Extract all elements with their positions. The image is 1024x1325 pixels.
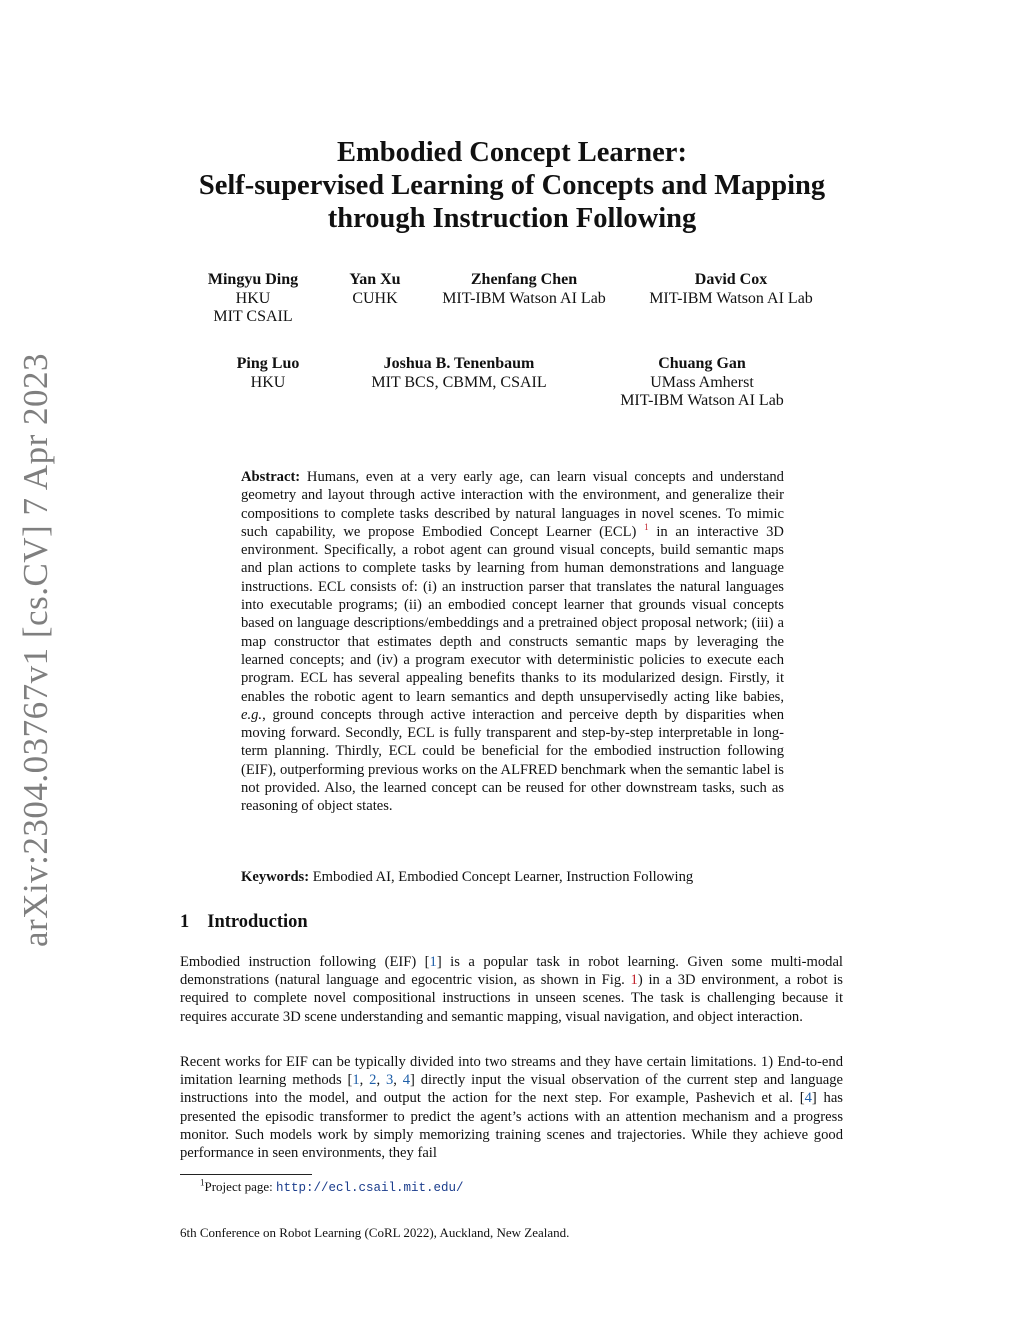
venue-note: 6th Conference on Robot Learning (CoRL 2022), Auckland, New Zealand. (180, 1225, 570, 1240)
abstract-label: Abstract: (241, 469, 301, 485)
citation-link[interactable]: 4 (402, 1072, 411, 1089)
para-sep: , (359, 1072, 370, 1089)
para-text: ) in a 3D environment, a robot is required to complete novel compositional instructions in unseen scenes. The task is challenging because it requires accurate 3D scene understanding and semantic mapping, visual navigation, and object interaction. (180, 972, 843, 1025)
section-heading (180, 912, 308, 933)
author-block (607, 355, 797, 411)
section-number: 1 (180, 912, 190, 932)
arxiv-stamp (6, 352, 66, 948)
keywords (241, 868, 801, 886)
author-block (193, 271, 313, 327)
para-sep: , (376, 1072, 386, 1089)
author-name: Joshua B. Tenenbaum (383, 355, 535, 372)
footnote-label: Project page: (204, 1179, 276, 1194)
citation-link[interactable]: 3 (385, 1072, 394, 1089)
author-affiliation: MIT-IBM Watson AI Lab (620, 392, 784, 409)
citation-link[interactable]: 1 (429, 954, 437, 970)
author-affiliation: UMass Amherst (650, 373, 754, 391)
section-title: Introduction (207, 912, 308, 932)
footnote (200, 1179, 464, 1196)
author-affiliation: MIT CSAIL (213, 308, 293, 325)
para-sep: , (393, 1072, 403, 1089)
arxiv-id: arXiv:2304.03767v1 [cs.CV] 7 Apr 2023 (16, 352, 56, 948)
author-name: Yan Xu (349, 271, 401, 288)
project-url-link[interactable]: http://ecl.csail.mit.edu/ (275, 1181, 464, 1195)
author-affiliation: MIT-IBM Watson AI Lab (442, 289, 606, 307)
footnote-rule (180, 1174, 312, 1175)
abstract-text: , ground concepts through active interaction and perceive depth by disparities when moving forward. Secondly, ECL is fully transparent and step-by-step interpretable in long-term planning. Thirdly, ECL could be beneficial for the embodied instruction following (EIF), outperforming previous works on the ALFRED benchmark when the semantic label is not provided. Also, the learned concept can be reused for other downstream tasks, such as reasoning of object states. (241, 706, 784, 815)
para-text: ] is a popular task in robot learning. Given some multi-modal demonstrations (natural language and egocentric vision, as shown in Fig. (180, 954, 843, 989)
author-affiliation: HKU (235, 289, 271, 307)
para-text: ] has presented the episodic transformer to predict the agent’s actions with an attention mechanism and a progress monitor. Such models work by simply memorizing training scenes and trajectories. While they achieve good performance in seen environments, they fail (180, 1090, 843, 1162)
author-affiliation: MIT BCS, CBMM, CSAIL (371, 373, 547, 391)
abstract-eg: e.g. (241, 706, 263, 723)
author-block (636, 271, 826, 308)
author-name: David Cox (694, 271, 768, 288)
title-line: Embodied Concept Learner: (337, 137, 687, 168)
author-name: Ping Luo (236, 355, 300, 372)
author-name: Zhenfang Chen (470, 271, 578, 288)
keywords-label: Keywords: (241, 869, 310, 885)
author-affiliation: MIT-IBM Watson AI Lab (649, 289, 813, 307)
para-text: Recent works for EIF can be typically divided into two streams and they have certain limitations. 1) End-to-end imitation learning methods [ (180, 1054, 843, 1089)
footnote-mark[interactable]: 1 (644, 522, 649, 533)
citation-link[interactable]: 4 (804, 1090, 812, 1107)
abstract-text: Humans, even at a very early age, can learn visual concepts and understand geometry and layout through active interaction with the environment, and generalize their compositions to complete tasks described by natural languages in novel scenes. To mimic such capability, we propose Embodied Concept Learner (ECL) (241, 469, 784, 540)
footnote-number: 1 (200, 1177, 205, 1188)
author-block (429, 271, 619, 308)
author-name: Chuang Gan (658, 355, 746, 372)
paper-title (150, 136, 874, 235)
title-line: through Instruction Following (327, 203, 697, 234)
author-affiliation: CUHK (352, 289, 398, 307)
abstract-text: in an interactive 3D environment. Specifically, a robot agent can ground visual concepts, build semantic maps and plan actions to complete tasks by learning from human demonstrations and language instructions. ECL consists of: (i) an instruction parser that translates the natural languages into executable programs; (ii) an embodied concept learner that grounds visual concepts based on language descriptions/embeddings and a pretrained object proposal network; (iii) a map constructor that estimates depth and constructs semantic maps by leveraging the learned concepts; and (iv) a program executor with deterministic policies to execute each program. ECL has several appealing benefits thanks to its modularized design. Firstly, it enables the robotic agent to learn semantics and depth unsupervisedly acting like babies, (241, 523, 784, 705)
citation-link[interactable]: 2 (369, 1072, 377, 1089)
figure-link[interactable]: 1 (630, 972, 638, 989)
keywords-text: Embodied AI, Embodied Concept Learner, Instruction Following (312, 869, 694, 885)
citation-link[interactable]: 1 (352, 1072, 360, 1089)
author-block (335, 271, 415, 308)
author-block (354, 355, 564, 392)
intro-paragraph-1 (180, 953, 843, 1026)
author-affiliation: HKU (250, 373, 286, 391)
title-line: Self-supervised Learning of Concepts and Mapping (198, 170, 826, 201)
intro-paragraph-2 (180, 1053, 843, 1162)
author-block (218, 355, 318, 392)
abstract (241, 468, 784, 816)
author-name: Mingyu Ding (207, 271, 299, 288)
para-text: ] directly input the visual observation of the current step and language instructions into the model, and output the action for the next step. For example, Pashevich et al. [ (180, 1072, 844, 1107)
para-text: Embodied instruction following (EIF) [ (180, 954, 430, 970)
